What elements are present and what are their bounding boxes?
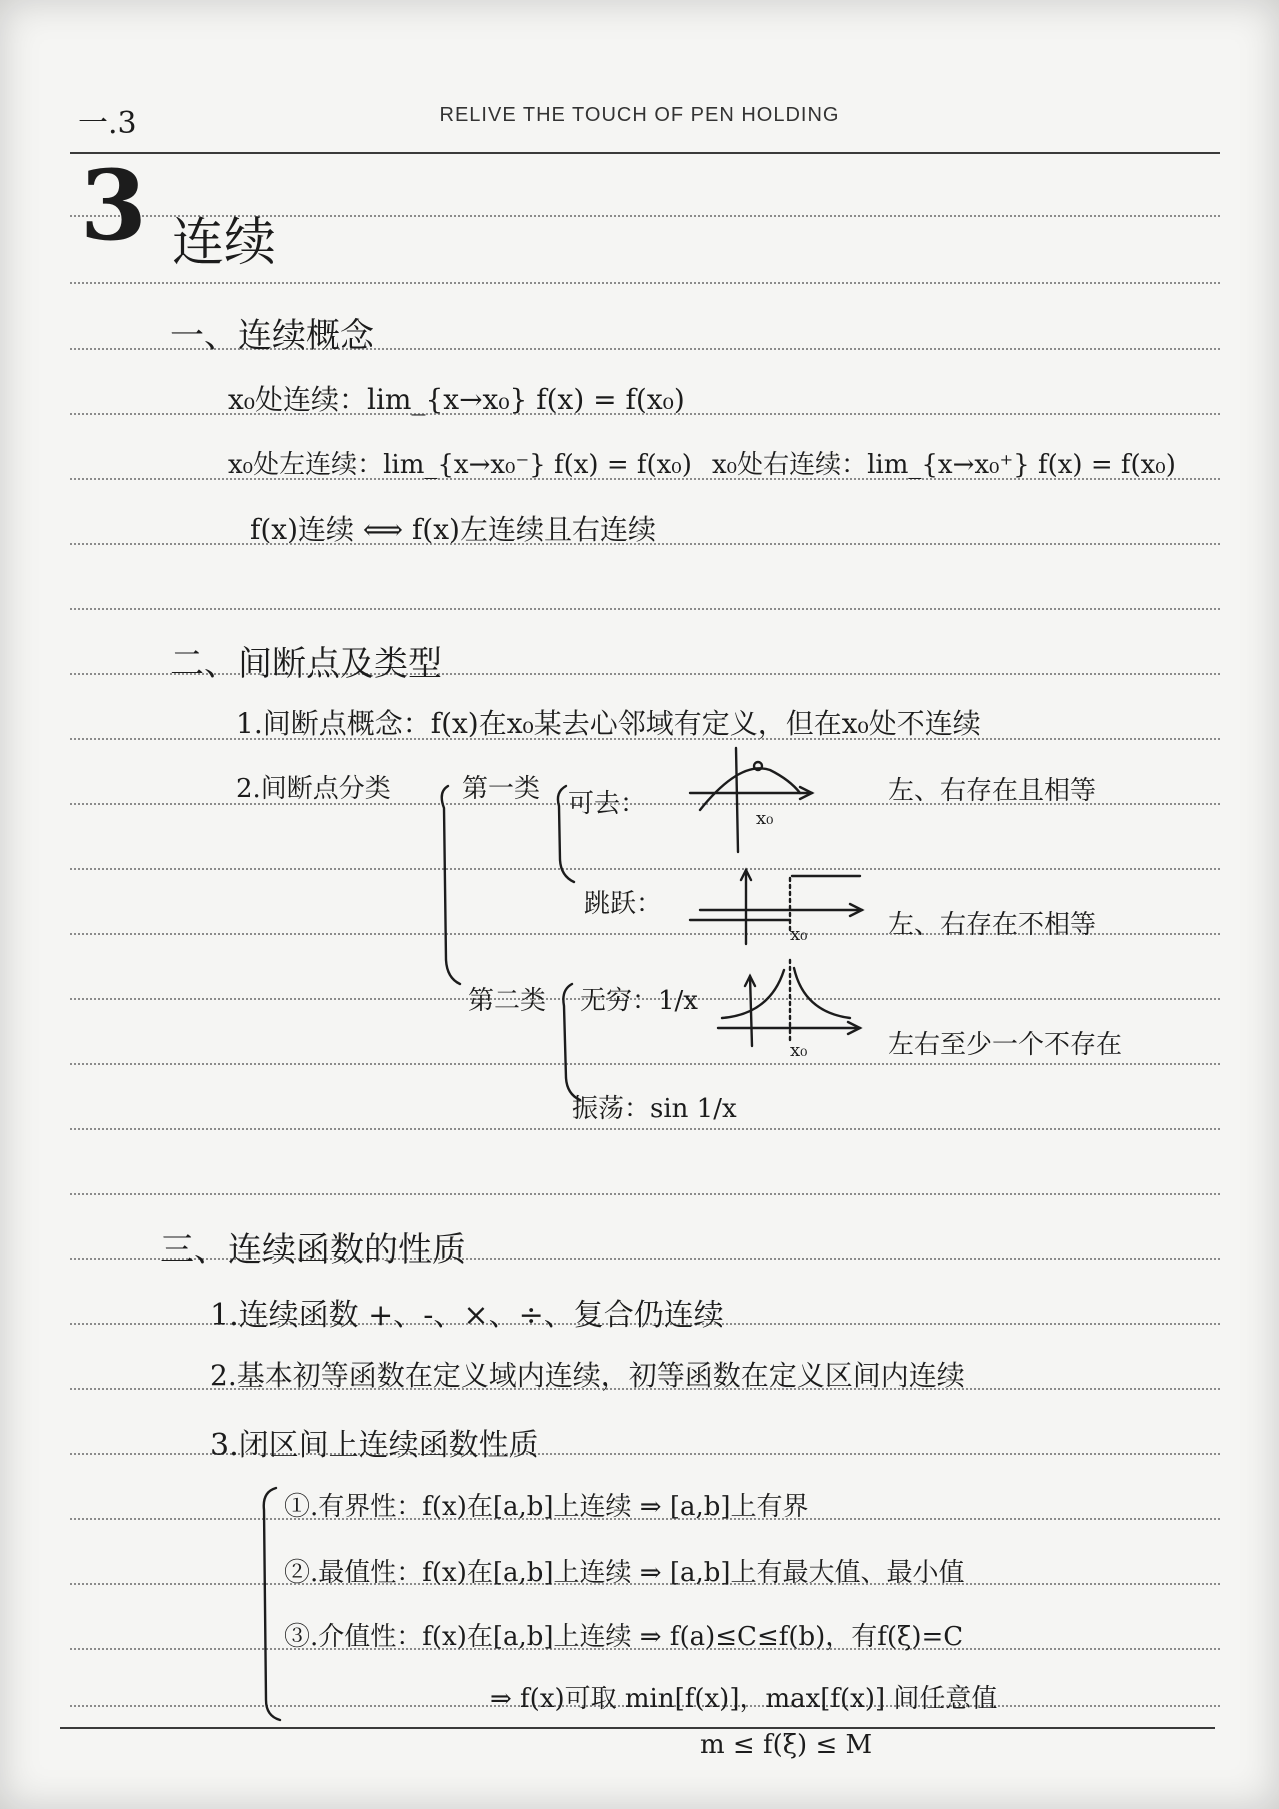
property-item: ①.有界性：f(x)在[a,b]上连续 ⇒ [a,b]上有界	[284, 1492, 809, 1522]
section-heading: 一、连续概念	[170, 316, 374, 356]
note-line: 3.闭区间上连续函数性质	[210, 1428, 539, 1463]
annotation: 左、右存在不相等	[888, 910, 1097, 940]
category-label: 振荡：sin 1/x	[572, 1094, 737, 1124]
brace-main	[442, 786, 460, 984]
annotation: 左右至少一个不存在	[888, 1030, 1123, 1060]
section-heading: 三、连续函数的性质	[160, 1230, 466, 1270]
category-label: 无穷：1/x	[580, 986, 698, 1016]
property-item: ②.最值性：f(x)在[a,b]上连续 ⇒ [a,b]上有最大值、最小值	[284, 1558, 965, 1588]
property-item: ⇒ f(x)可取 min[f(x)]，max[f(x)] 间任意值	[490, 1684, 998, 1714]
property-item: ③.介值性：f(x)在[a,b]上连续 ⇒ f(a)≤C≤f(b)，有f(ξ)=C	[284, 1622, 964, 1652]
note-line: f(x)连续 ⟺ f(x)左连续且右连续	[250, 513, 656, 546]
brace-second	[563, 984, 580, 1100]
graph-label: x₀	[790, 924, 808, 945]
brand-header: RELIVE THE TOUCH OF PEN HOLDING	[439, 104, 840, 126]
page-number: 一.3	[78, 106, 137, 141]
brace-properties	[264, 1488, 280, 1720]
brace-first	[558, 786, 574, 882]
annotation: 左、右存在且相等	[888, 776, 1097, 806]
note-line: 2.间断点分类	[236, 774, 391, 804]
note-line: x₀处连续：lim_{x→x₀} f(x) = f(x₀)	[228, 383, 685, 416]
category-label: 第二类	[468, 986, 547, 1016]
note-line: x₀处右连续：lim_{x→x₀⁺} f(x) = f(x₀)	[712, 450, 1176, 480]
category-label: 第一类	[462, 774, 541, 804]
note-line: x₀处左连续：lim_{x→x₀⁻} f(x) = f(x₀)	[228, 450, 692, 480]
property-item: m ≤ f(ξ) ≤ M	[700, 1730, 873, 1760]
graph-infinite	[718, 960, 860, 1046]
category-label: 可去：	[568, 789, 647, 819]
section-number: 3	[80, 149, 147, 262]
note-line: 1.间断点概念：f(x)在x₀某去心邻域有定义，但在x₀处不连续	[236, 707, 981, 740]
note-line: 1.连续函数 +、-、×、÷、复合仍连续	[210, 1298, 724, 1333]
page-title: 连续	[172, 213, 277, 273]
section-heading: 二、间断点及类型	[170, 644, 442, 684]
category-label: 跳跃：	[584, 889, 663, 919]
note-line: 2.基本初等函数在定义域内连续，初等函数在定义区间内连续	[210, 1359, 965, 1392]
graph-label: x₀	[790, 1040, 808, 1061]
graph-removable	[690, 748, 812, 852]
graph-jump	[690, 870, 862, 944]
graph-label: x₀	[756, 808, 774, 829]
